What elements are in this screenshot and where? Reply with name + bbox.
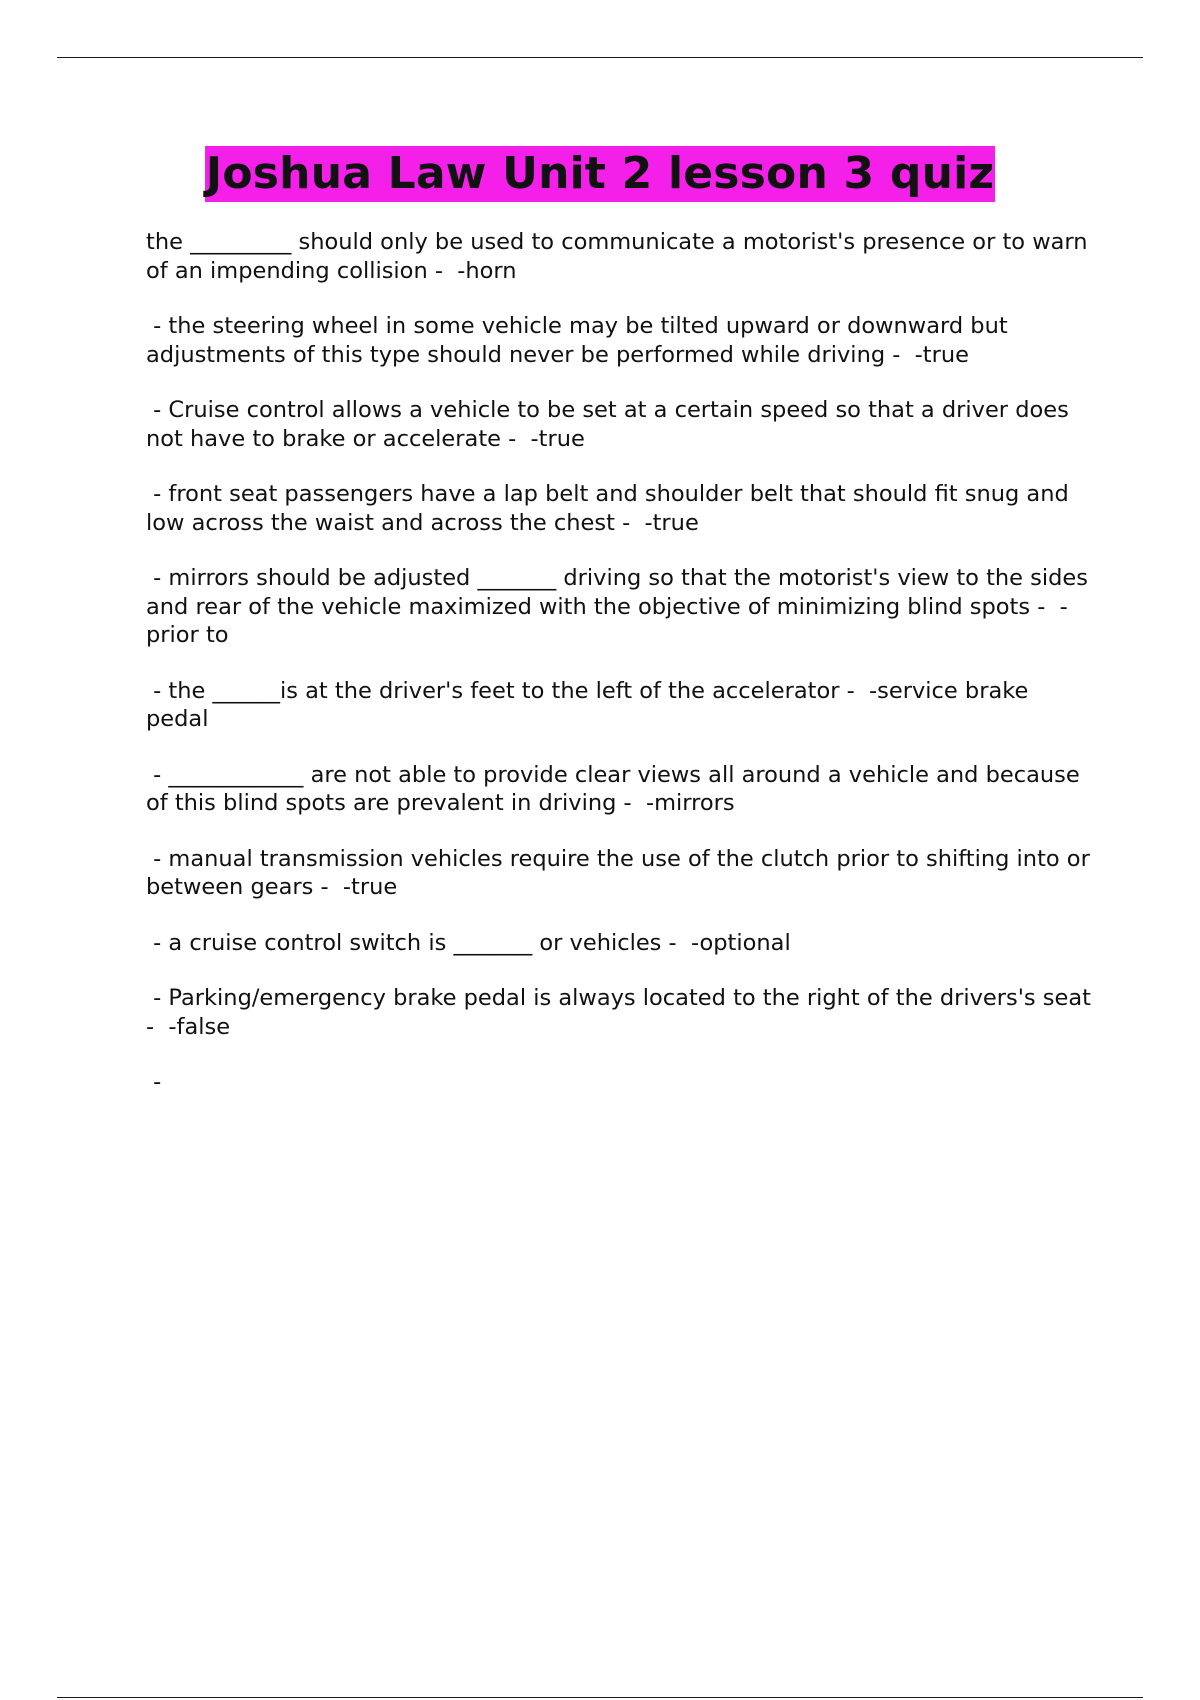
quiz-item-list bbox=[146, 228, 1099, 1124]
quiz-item: - the steering wheel in some vehicle may be tilted upward or downward but adjustments of this type should never be performed while driving - -true bbox=[146, 313, 1015, 368]
quiz-item: - Cruise control allows a vehicle to be set at a certain speed so that a driver does not have to brake or accelerate - -true bbox=[146, 397, 1076, 452]
quiz-item: - mirrors should be adjusted _______ driving so that the motorist's view to the sides and rear of the vehicle maximized with the objective of minimizing blind spots - -prior to bbox=[146, 565, 1096, 648]
quiz-item: - manual transmission vehicles require the use of the clutch prior to shifting into or between gears - -true bbox=[146, 845, 1097, 900]
bottom-rule bbox=[57, 1697, 1143, 1698]
quiz-item: - Parking/emergency brake pedal is always located to the right of the drivers's seat - -false bbox=[146, 985, 1099, 1040]
title-container bbox=[0, 146, 1200, 202]
top-rule bbox=[57, 57, 1143, 58]
quiz-item: - bbox=[146, 1069, 169, 1095]
quiz-item: - ____________ are not able to provide clear views all around a vehicle and because of this blind spots are prevalent in driving - -mirrors bbox=[146, 761, 1087, 816]
quiz-item: - the ______is at the driver's feet to the left of the accelerator - -service brake pedal bbox=[146, 677, 1036, 732]
document-title: Joshua Law Unit 2 lesson 3 quiz bbox=[205, 146, 995, 202]
quiz-item: - front seat passengers have a lap belt and shoulder belt that should fit snug and low across the waist and across the chest - -true bbox=[146, 481, 1076, 536]
quiz-item: the _________ should only be used to communicate a motorist's presence or to warn of an impending collision - -horn bbox=[146, 229, 1095, 284]
quiz-item: - a cruise control switch is _______ or vehicles - -optional bbox=[146, 929, 791, 956]
